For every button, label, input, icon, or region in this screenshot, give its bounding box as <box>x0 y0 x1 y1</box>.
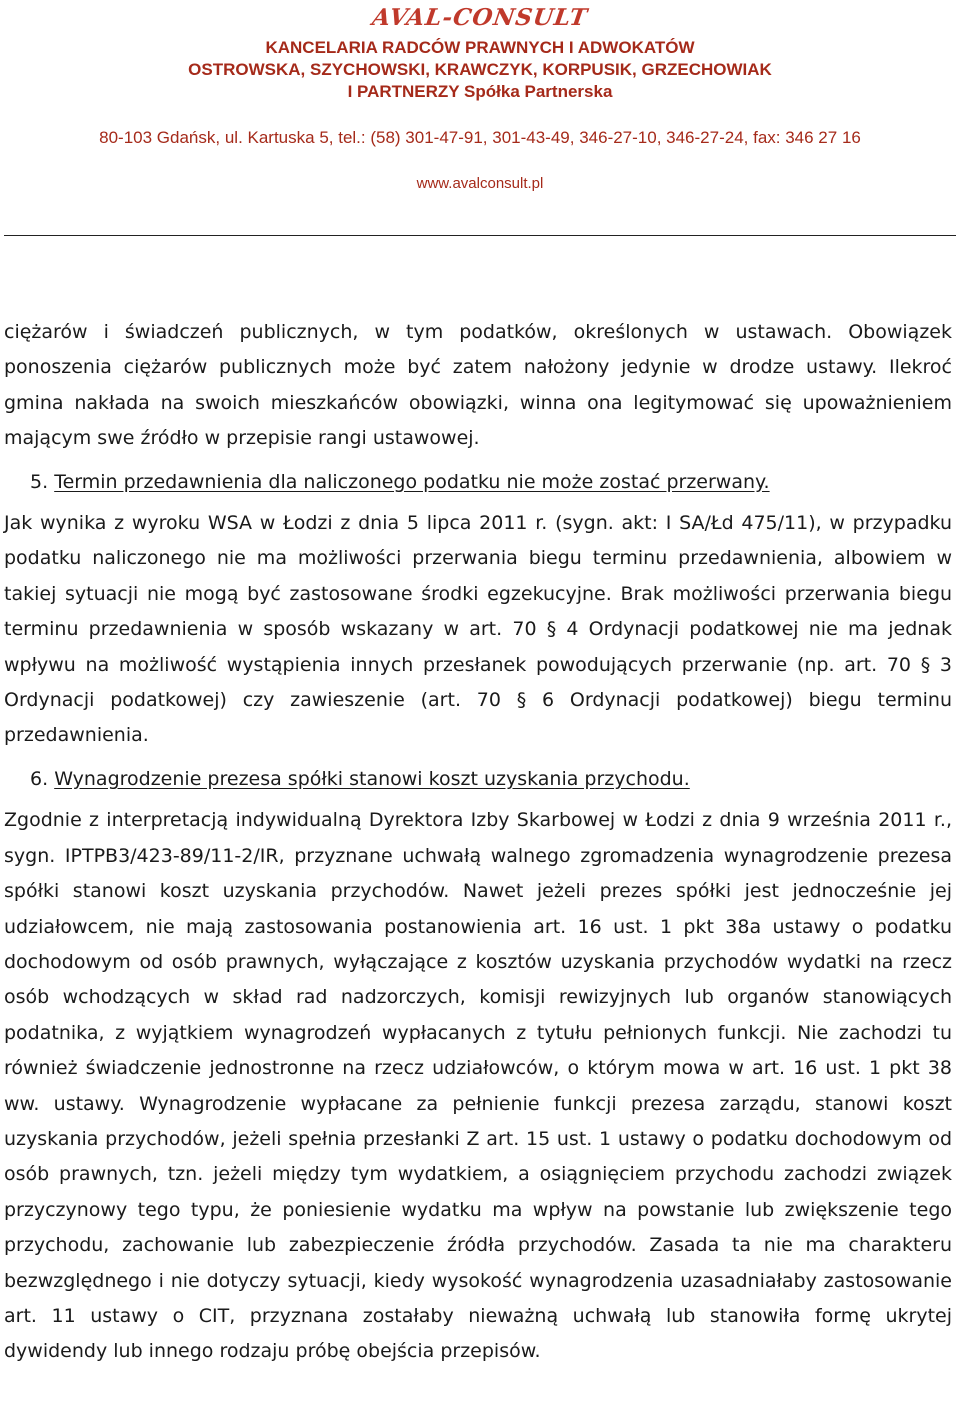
section-5-number: 5. <box>30 470 49 493</box>
document-body <box>4 315 952 1370</box>
firm-name-line-1: KANCELARIA RADCÓW PRAWNYCH I ADWOKATÓW <box>265 38 695 57</box>
firm-logo: AVAL-CONSULT <box>370 4 590 31</box>
section-6-body: Zgodnie z interpretacją indywidualną Dyrektora Izby Skarbowej w Łodzi z dnia 9 września 2011 r., sygn. IPTPB3/423-89/11-2/IR, przyznane uchwałą walnego zgromadzenia wynagrodzenie prezesa spółki stanowi koszt uzyskania przychodów. Nawet jeżeli prezes spółki jest jednocześnie jej udziałowcem, nie mają zastosowania postanowienia art. 16 ust. 1 pkt 38a ustawy o podatku dochodowym od osób prawnych, wyłączające z kosztów uzyskania przychodów wydatki na rzecz osób wchodzących w skład rad nadzorczych, komisji rewizyjnych lub organów stanowiących podatnika, z wyjątkiem wynagrodzeń wypłacanych z tytułu pełnionych funkcji. Nie zachodzi tu również świadczenie jednostronne na rzecz udziałowców, o którym mowa w art. 16 ust. 1 pkt 38 ww. ustawy. Wynagrodzenie wypłacane za pełnienie funkcji prezesa zarządu, stanowi koszt uzyskania przychodów, jeżeli spełnia przesłanki Z art. 15 ust. 1 ustawy o podatku dochodowym od osób prawnych, tzn. jeżeli między tym wydatkiem, a osiągnięciem przychodu zachodzi związek przyczynowy tego typu, że poniesienie wydatku ma wpływ na powstanie lub zwiększenie tego przychodu, zachowanie lub zabezpieczenie źródła przychodów. Zasada ta nie ma charakteru bezwzględnego i nie dotyczy sytuacji, kiedy wysokość wynagrodzenia uzasadniałaby zastosowanie art. 11 ustawy o CIT, przyznana zostałaby nieważną uchwałą lub stanowiła formę ukrytej dywidendy lub innego rodzaju próbę obejścia przepisów. <box>4 809 952 1363</box>
section-5-heading <box>4 465 952 500</box>
section-6-number: 6. <box>30 767 49 790</box>
continued-paragraph: ciężarów i świadczeń publicznych, w tym podatków, określonych w ustawach. Obowiązek ponoszenia ciężarów publicznych może być zatem nałożony jedynie w drodze ustawy. Ilekroć gmina nakłada na swoich mieszkańców obowiązki, winna ona legitymować się upoważnieniem mającym swe źródło w przepisie rangi ustawowej. <box>4 321 952 450</box>
section-5-title: Termin przedawnienia dla naliczonego podatku nie może zostać przerwany. <box>54 470 770 493</box>
firm-address: 80-103 Gdańsk, ul. Kartuska 5, tel.: (58) 301-47-91, 301-43-49, 346-27-10, 346-27-24, fax: 346 27 16 <box>99 128 861 147</box>
firm-name-line-3: I PARTNERZY Spółka Partnerska <box>347 82 613 101</box>
section-6-title: Wynagrodzenie prezesa spółki stanowi koszt uzyskania przychodu. <box>54 767 690 790</box>
section-5-body: Jak wynika z wyroku WSA w Łodzi z dnia 5 lipca 2011 r. (sygn. akt: I SA/Łd 475/11), w przypadku podatku naliczonego nie ma możliwości przerwania biegu terminu przedawnienia, albowiem w takiej sytuacji nie mogą być zastosowane środki egzekucyjne. Brak możliwości przerwania biegu terminu przedawnienia w sposób wskazany w art. 70 § 4 Ordynacji podatkowej nie ma jednak wpływu na możliwość wystąpienia innych przesłanek powodujących przerwanie (np. art. 70 § 3 Ordynacji podatkowej) czy zawieszenie (art. 70 § 6 Ordynacji podatkowej) biegu terminu przedawnienia. <box>4 512 952 747</box>
firm-name-line-2: OSTROWSKA, SZYCHOWSKI, KRAWCZYK, KORPUSIK, GRZECHOWIAK <box>188 60 772 79</box>
header-divider <box>4 235 956 236</box>
firm-website: www.avalconsult.pl <box>416 175 544 192</box>
section-6-heading <box>4 762 952 797</box>
